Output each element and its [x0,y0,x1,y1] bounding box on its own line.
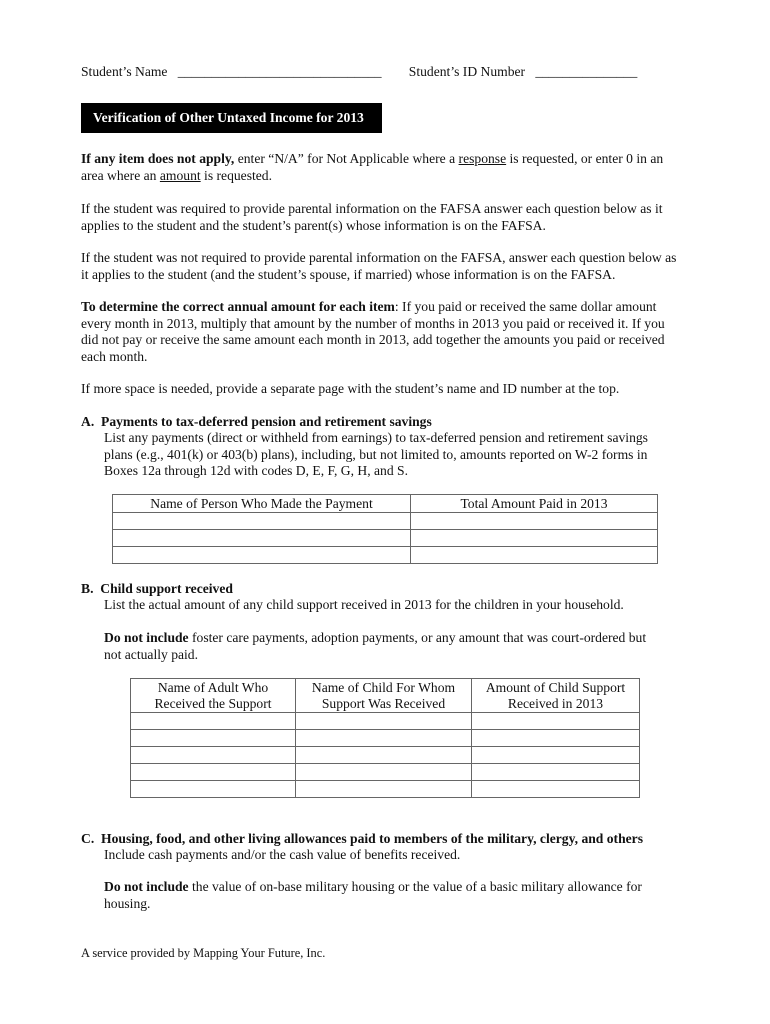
section-c-body: Include cash payments and/or the cash value of benefits received. [104,847,461,862]
table-cell[interactable] [131,764,296,781]
table-row [113,530,658,547]
table-cell[interactable] [296,764,472,781]
section-b-exclusion: Do not include foster care payments, adoption payments, or any amount that was court-ordered but not actually paid. [104,630,647,662]
section-b-body: List the actual amount of any child support received in 2013 for the children in your household. [104,597,624,612]
table-row [131,730,640,747]
table-cell[interactable] [131,713,296,730]
section-a-table [112,494,658,564]
table-row [131,764,640,781]
table-cell[interactable] [296,747,472,764]
table-cell[interactable] [472,730,640,747]
section-a-body: List any payments (direct or withheld from earnings) to tax-deferred pension and retirement savings plans (e.g., 401(k) or 403(b) plans), including, but not limited to, amounts reported on W-2 forms in Boxes 12a through 12d with codes D, E, F, G, H, and S. [104,430,648,479]
table-cell[interactable] [296,730,472,747]
table-cell[interactable] [411,547,658,564]
student-name-field[interactable]: ______________________________ [177,64,382,79]
form-title-banner: Verification of Other Untaxed Income for 2013 [81,103,382,133]
student-name-label: Student’s Name [81,64,168,79]
instruction-na: If any item does not apply, enter “N/A” for Not Applicable where a response is requested, or enter 0 in an area where an amount is requested. [81,151,664,183]
table-cell[interactable] [411,513,658,530]
footer-credit: A service provided by Mapping Your Future, Inc. [81,946,326,960]
table-header: Name of Adult Who Received the Support [131,679,296,713]
section-b-heading: B. Child support received [81,581,233,596]
section-a-heading: A. Payments to tax-deferred pension and retirement savings [81,414,432,429]
student-id-label: Student’s ID Number [408,64,526,79]
table-cell[interactable] [472,764,640,781]
section-c-heading: C. Housing, food, and other living allowances paid to members of the military, clergy, and others [81,831,644,846]
instruction-parental: If the student was required to provide parental information on the FAFSA answer each question below as it applies to the student and the student’s parent(s) whose information is on the FAFSA. [81,201,663,233]
table-cell[interactable] [113,530,411,547]
table-cell[interactable] [113,547,411,564]
table-cell[interactable] [131,747,296,764]
section-b-table [130,678,640,798]
table-header: Name of Child For Whom Support Was Received [296,679,472,713]
student-id-field[interactable]: _______________ [535,64,638,79]
table-row [131,747,640,764]
table-cell[interactable] [472,747,640,764]
table-row [113,547,658,564]
table-header: Amount of Child Support Received in 2013 [472,679,640,713]
table-cell[interactable] [131,730,296,747]
table-header: Name of Person Who Made the Payment [113,495,411,513]
table-cell[interactable] [411,530,658,547]
table-cell[interactable] [113,513,411,530]
table-cell[interactable] [131,781,296,798]
student-info-row [81,64,637,80]
section-c-exclusion: Do not include the value of on-base military housing or the value of a basic military allowance for housing. [104,879,642,911]
table-cell[interactable] [296,781,472,798]
table-cell[interactable] [296,713,472,730]
table-cell[interactable] [472,781,640,798]
table-row [131,781,640,798]
instruction-independent: If the student was not required to provide parental information on the FAFSA, answer each question below as it applies to the student (and the student’s spouse, if married) whose information is on the FAFSA. [81,250,677,282]
instruction-annual-amount: To determine the correct annual amount for each item: If you paid or received the same dollar amount every month in 2013, multiply that amount by the number of months in 2013 you paid or received it. If you did not pay or receive the same amount each month in 2013, add together the amounts you paid or received each month. [81,299,665,364]
instruction-more-space: If more space is needed, provide a separate page with the student’s name and ID number at the top. [81,381,620,396]
table-row [131,713,640,730]
table-header: Total Amount Paid in 2013 [411,495,658,513]
table-row [113,513,658,530]
table-cell[interactable] [472,713,640,730]
